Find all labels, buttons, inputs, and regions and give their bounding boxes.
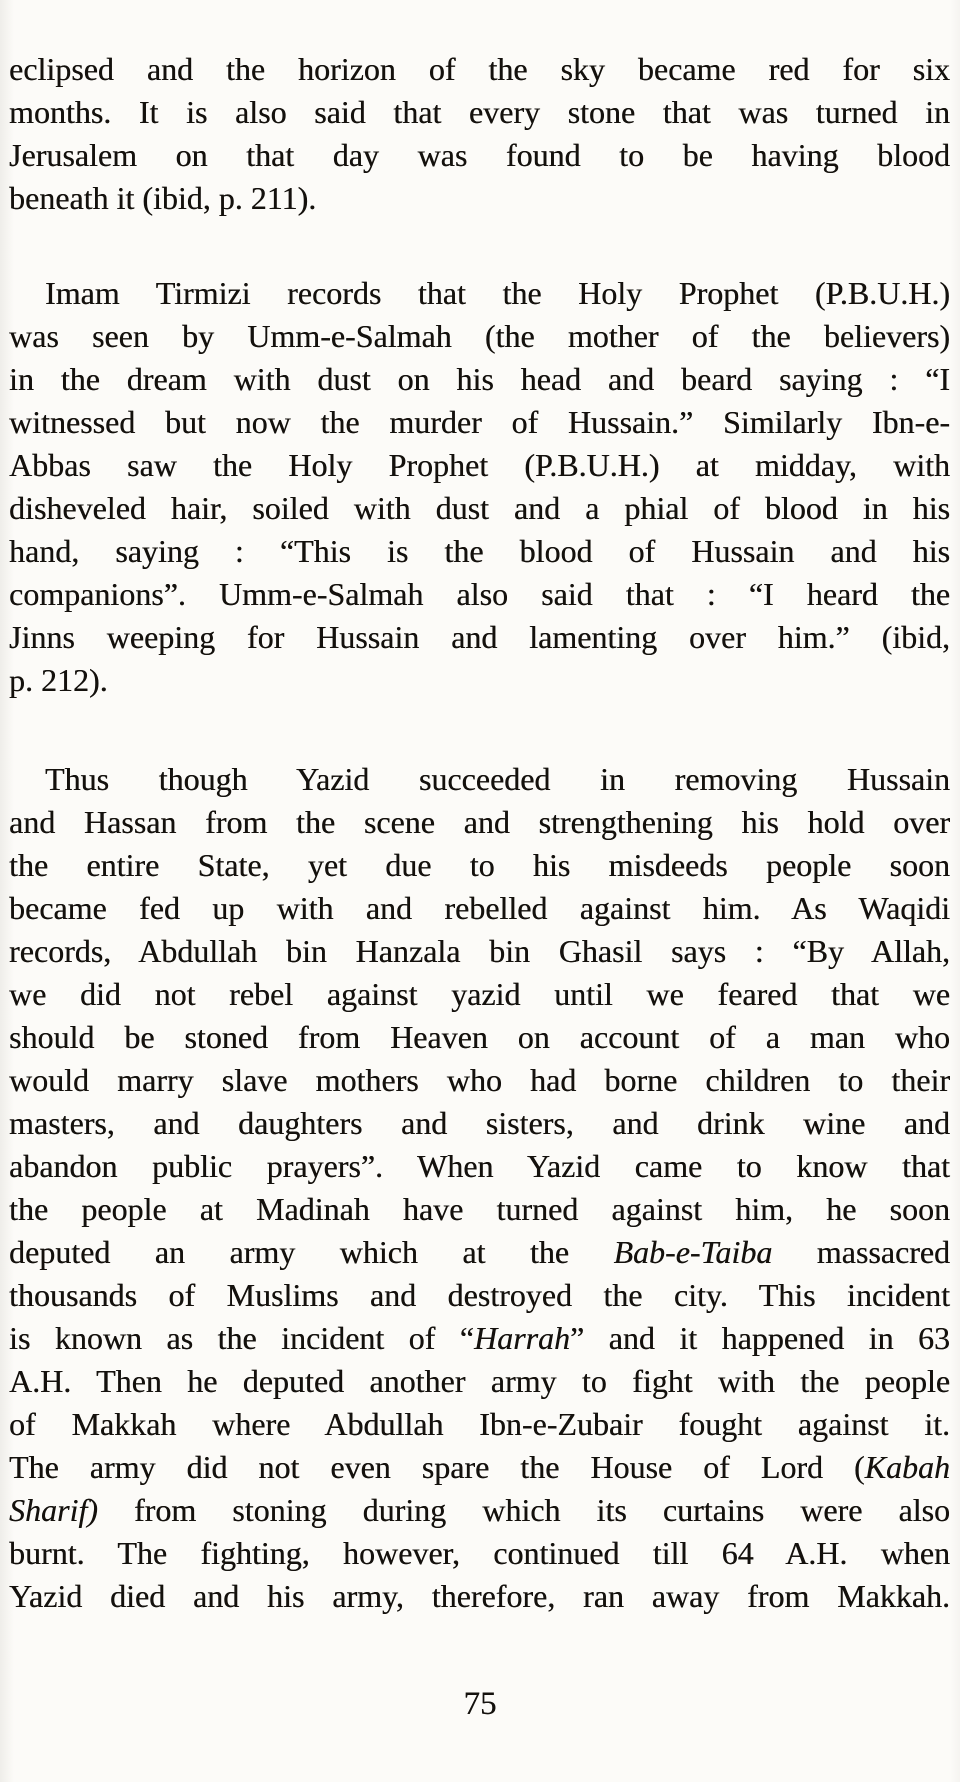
text-segment: months. It is also said that every stone that was turned in: [9, 94, 950, 130]
text-line: [9, 134, 950, 177]
text-segment: hand, saying : “This is the blood of Hussain and his: [9, 533, 950, 569]
italic-text: Sharif): [9, 1492, 98, 1528]
paragraph: [9, 272, 950, 702]
text-line: [9, 758, 950, 801]
text-line: [9, 358, 950, 401]
text-line: [9, 1145, 950, 1188]
text-segment: Abbas saw the Holy Prophet (P.B.U.H.) at midday, with: [9, 447, 950, 483]
text-line: [9, 1575, 950, 1618]
text-segment: in the dream with dust on his head and beard saying : “I: [9, 361, 950, 397]
italic-text: Harrah: [473, 1320, 570, 1356]
text-segment: disheveled hair, soiled with dust and a phial of blood in his: [9, 490, 950, 526]
text-line: [9, 177, 950, 220]
text-segment: abandon public prayers”. When Yazid came to know that: [9, 1148, 950, 1184]
text-segment: p. 212).: [9, 662, 108, 698]
text-segment: masters, and daughters and sisters, and drink wine and: [9, 1105, 950, 1141]
text-line: [9, 801, 950, 844]
text-line: [9, 1059, 950, 1102]
text-segment: The army did not even spare the House of Lord (: [9, 1449, 865, 1485]
text-line: [9, 48, 950, 91]
text-line: [9, 1532, 950, 1575]
text-line: [9, 659, 950, 702]
text-segment: massacred: [772, 1234, 950, 1270]
text-line: [9, 573, 950, 616]
text-line: [9, 530, 950, 573]
text-line: [9, 401, 950, 444]
text-segment: Thus though Yazid succeeded in removing Hussain: [45, 761, 950, 797]
text-line: [9, 1188, 950, 1231]
text-segment: companions”. Umm-e-Salmah also said that : “I heard the: [9, 576, 950, 612]
text-line: [9, 973, 950, 1016]
text-line: [9, 91, 950, 134]
text-segment: the entire State, yet due to his misdeeds people soon: [9, 847, 950, 883]
text-segment: deputed an army which at the: [9, 1234, 614, 1270]
text-segment: and Hassan from the scene and strengthening his hold over: [9, 804, 950, 840]
paragraph: [9, 758, 950, 1618]
text-line: [9, 1274, 950, 1317]
paragraph: [9, 48, 950, 220]
text-segment: witnessed but now the murder of Hussain.” Similarly Ibn-e-: [9, 404, 950, 440]
text-segment: the people at Madinah have turned against him, he soon: [9, 1191, 950, 1227]
text-line: [9, 930, 950, 973]
text-segment: eclipsed and the horizon of the sky became red for six: [9, 51, 950, 87]
text-line: [9, 1102, 950, 1145]
text-segment: Jerusalem on that day was found to be having blood: [9, 137, 950, 173]
text-line: [9, 1489, 950, 1532]
text-segment: from stoning during which its curtains were also: [97, 1492, 950, 1528]
text-segment: of Makkah where Abdullah Ibn-e-Zubair fought against it.: [9, 1406, 950, 1442]
text-line: [9, 315, 950, 358]
text-segment: Yazid died and his army, therefore, ran away from Makkah.: [9, 1578, 950, 1614]
text-segment: A.H. Then he deputed another army to fight with the people: [9, 1363, 950, 1399]
italic-text: Bab-e-Taiba: [613, 1234, 773, 1270]
text-segment: Jinns weeping for Hussain and lamenting over him.” (ibid,: [9, 619, 950, 655]
text-segment: we did not rebel against yazid until we feared that we: [9, 976, 950, 1012]
text-line: [9, 1360, 950, 1403]
text-line: [9, 616, 950, 659]
text-segment: should be stoned from Heaven on account of a man who: [9, 1019, 950, 1055]
text-segment: burnt. The fighting, however, continued till 64 A.H. when: [9, 1535, 950, 1571]
text-line: [9, 1231, 950, 1274]
text-line: [9, 1446, 950, 1489]
text-segment: records, Abdullah bin Hanzala bin Ghasil says : “By Allah,: [9, 933, 950, 969]
text-segment: Imam Tirmizi records that the Holy Prophet (P.B.U.H.): [45, 275, 950, 311]
text-line: [9, 1016, 950, 1059]
text-line: [9, 887, 950, 930]
text-line: [9, 444, 950, 487]
text-line: [9, 844, 950, 887]
text-segment: would marry slave mothers who had borne children to their: [9, 1062, 950, 1098]
text-line: [9, 272, 950, 315]
text-line: [9, 487, 950, 530]
page-number: 75: [463, 1686, 497, 1722]
text-segment: thousands of Muslims and destroyed the city. This incident: [9, 1277, 950, 1313]
text-line: [9, 1317, 950, 1360]
text-line: [9, 1403, 950, 1446]
text-segment: ” and it happened in 63: [569, 1320, 950, 1356]
text-segment: became fed up with and rebelled against him. As Waqidi: [9, 890, 950, 926]
text-segment: is known as the incident of “: [9, 1320, 474, 1356]
italic-text: Kabah: [864, 1449, 950, 1485]
text-segment: was seen by Umm-e-Salmah (the mother of the believers): [9, 318, 950, 354]
text-segment: beneath it (ibid, p. 211).: [9, 180, 317, 216]
